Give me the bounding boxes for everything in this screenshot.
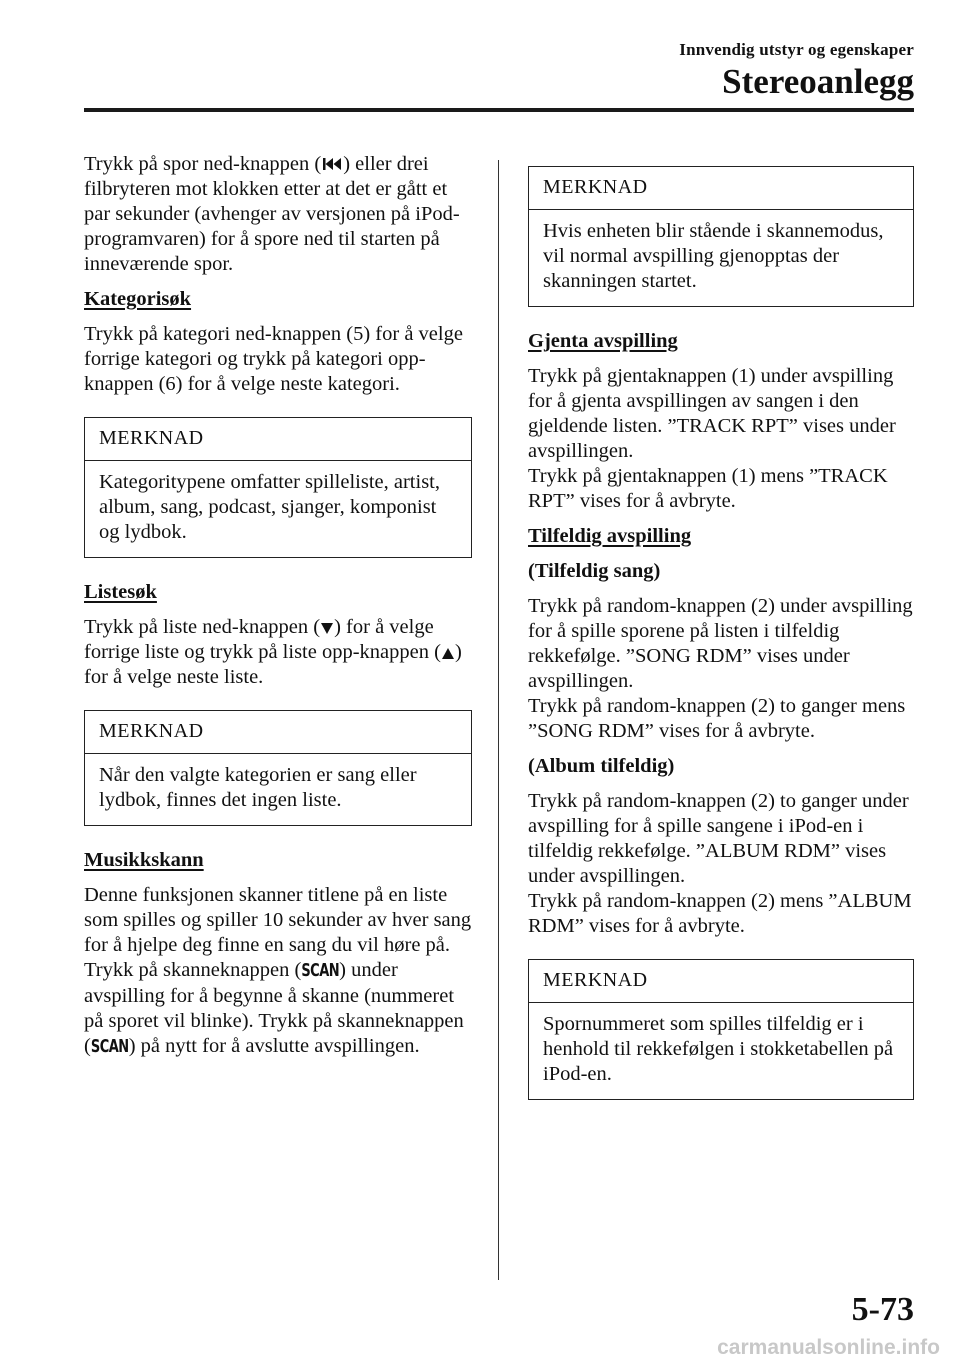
kategori-paragraph: Trykk på kategori ned-knappen (5) for å velge forrige kategori og trykk på kategori opp-knappen (6) for å velge neste kategori. (84, 323, 463, 395)
track-down-icon (321, 156, 343, 172)
musikk-heading: Musikkskann (84, 849, 204, 871)
tilfeldig-sang-subheading: (Tilfeldig sang) (528, 560, 661, 582)
tilfeldig-paragraph-3: Trykk på random-knappen (2) to ganger under avspilling for å spille sangene i iPod-en i tilfeldig rekkefølge. ”ALBUM RDM” vises under avspillingen. (528, 790, 909, 887)
page-number: 5-73 (851, 1291, 914, 1328)
album-tilfeldig-subheading: (Album tilfeldig) (528, 755, 675, 777)
left-column (84, 152, 472, 1070)
gjenta-paragraph-1: Trykk på gjentaknappen (1) under avspilling for å gjenta avspillingen av sangen i den gjeldende listen. ”TRACK RPT” vises under avspillingen. (528, 365, 896, 462)
note-body: Når den valgte kategorien er sang eller lydbok, finnes det ingen liste. (99, 764, 417, 811)
tilfeldig-heading: Tilfeldig avspilling (528, 525, 692, 547)
note-title: MERKNAD (529, 167, 913, 210)
scan-icon: SCAN (301, 961, 340, 982)
note-title: MERKNAD (529, 960, 913, 1003)
tilfeldig-note (528, 959, 914, 1100)
note-title: MERKNAD (85, 711, 471, 754)
liste-note (84, 710, 472, 826)
tilfeldig-paragraph-1: Trykk på random-knappen (2) under avspilling for å spille sporene på listen i tilfeldig rekkefølge. ”SONG RDM” vises under avspillingen. (528, 595, 913, 692)
watermark: carmanualsonline.info (717, 1336, 940, 1359)
note-body: Spornummeret som spilles tilfeldig er i henhold til rekkefølgen i stokketabellen på iPod-en. (543, 1013, 894, 1085)
liste-heading: Listesøk (84, 581, 157, 603)
section-label: Innvendig utstyr og egenskaper (679, 40, 914, 59)
intro-paragraph: Trykk på spor ned-knappen ( ) eller drei filbryteren mot klokken etter at det er gått et par sekunder (avhenger av versjonen på iPod-programvaren) for å spore ned til starten på inneværende spor. (84, 153, 460, 275)
page-title: Stereoanlegg (722, 62, 914, 101)
note-body: Kategoritypene omfatter spilleliste, artist, album, sang, podcast, sjanger, komponist og lydbok. (99, 471, 440, 543)
gjenta-heading: Gjenta avspilling (528, 330, 678, 352)
gjenta-paragraph-2: Trykk på gjentaknappen (1) mens ”TRACK RPT” vises for å avbryte. (528, 465, 888, 512)
kategori-note (84, 417, 472, 558)
tilfeldig-paragraph-2: Trykk på random-knappen (2) to ganger mens ”SONG RDM” vises for å avbryte. (528, 695, 906, 742)
column-divider (498, 160, 499, 1280)
triangle-down-icon (320, 621, 334, 635)
scan-icon: SCAN (90, 1037, 129, 1058)
musikk-paragraph-1: Denne funksjonen skanner titlene på en liste som spilles og spiller 10 sekunder av hver sang for å hjelpe deg finne en sang du vil høre på. (84, 884, 472, 956)
musikk-paragraph-2: Trykk på skanneknappen (SCAN) under avspilling for å begynne å skanne (nummeret på sporet vil blinke). Trykk på skanneknappen (SCAN) på nytt for å avslutte avspillingen. (84, 958, 472, 1060)
liste-paragraph: Trykk på liste ned-knappen ( ) for å velge forrige liste og trykk på liste opp-knappen ( ) for å velge neste liste. (84, 616, 462, 688)
note-title: MERKNAD (85, 418, 471, 461)
triangle-up-icon (441, 646, 455, 660)
header-rule (84, 108, 914, 112)
kategori-heading: Kategorisøk (84, 288, 192, 310)
note-body: Hvis enheten blir stående i skannemodus, vil normal avspilling gjenopptas der skanningen startet. (543, 220, 884, 292)
right-column (528, 152, 914, 1122)
tilfeldig-paragraph-4: Trykk på random-knappen (2) mens ”ALBUM RDM” vises for å avbryte. (528, 890, 912, 937)
scan-note (528, 166, 914, 307)
